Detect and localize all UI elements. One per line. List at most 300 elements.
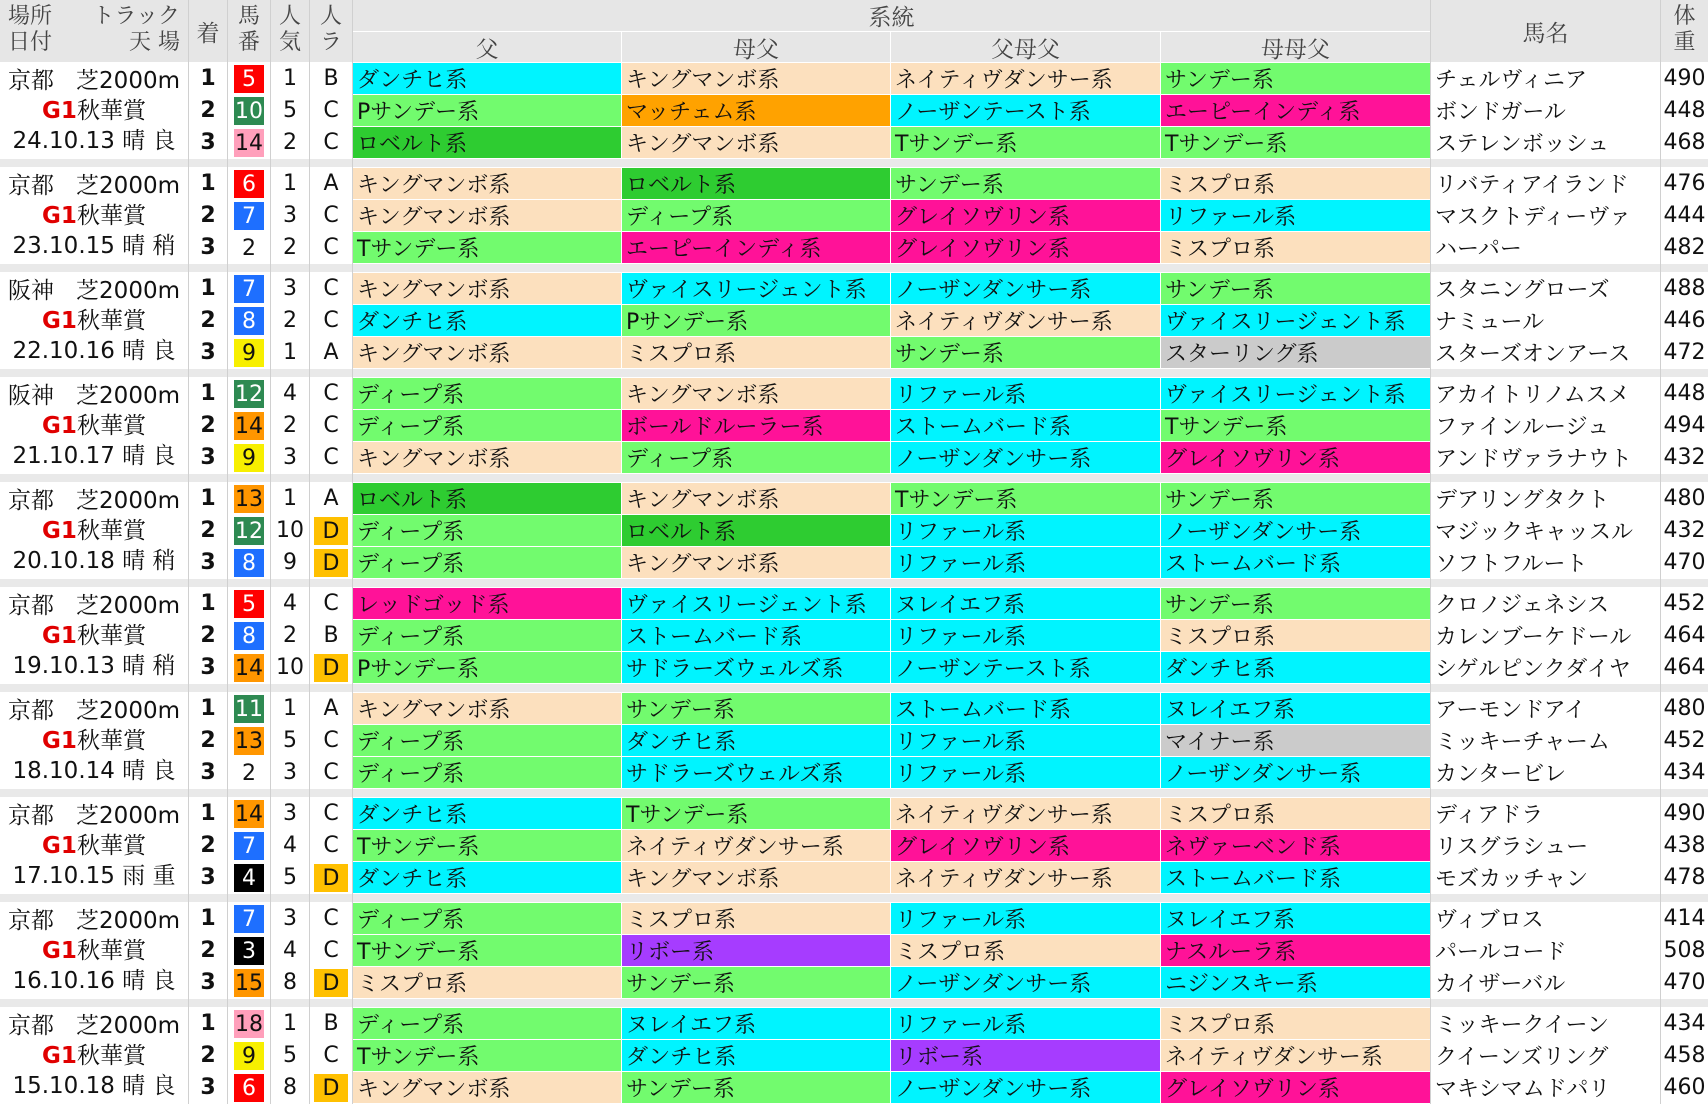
- horse-name: チェルヴィニア: [1435, 68, 1588, 93]
- ninki: 8: [283, 970, 297, 995]
- finish-rank: 3: [200, 235, 216, 260]
- sire-line: レッドゴッド系: [353, 588, 621, 619]
- ninki-rank: D: [314, 864, 348, 892]
- sire-line: ダンチヒ系: [353, 798, 621, 829]
- ninki: 2: [283, 413, 297, 438]
- race-grade: G1: [42, 728, 77, 754]
- horse-weight: 478: [1663, 865, 1706, 890]
- sire-dam-line: ノーザンダンサー系: [891, 1072, 1160, 1103]
- horse-name: アンドヴァラナウト: [1435, 447, 1632, 472]
- horse-name: カンタービレ: [1435, 762, 1567, 787]
- race-venue: 京都: [8, 593, 54, 619]
- horse-name: クロノジェネシス: [1435, 593, 1610, 618]
- ninki: 3: [283, 801, 297, 826]
- umaban-badge: 3: [234, 937, 264, 965]
- ninki: 5: [283, 728, 297, 753]
- umaban-badge: 2: [234, 234, 264, 262]
- finish-rank: 1: [200, 171, 216, 196]
- ninki: 3: [283, 760, 297, 785]
- umaban-badge: 8: [234, 307, 264, 335]
- race-venue-track: [8, 907, 180, 935]
- ninki: 2: [283, 130, 297, 155]
- race-name: 秋華賞: [76, 98, 146, 124]
- sire-line: ディープ系: [353, 547, 621, 578]
- sire-line: キングマンボ系: [353, 273, 621, 304]
- race-name: 秋華賞: [76, 833, 146, 859]
- finish-rank: 3: [200, 970, 216, 995]
- finish-rank: 3: [200, 865, 216, 890]
- horse-name: ミッキークイーン: [1435, 1013, 1610, 1038]
- damsire-line: Tサンデー系: [622, 798, 890, 829]
- finish-rank: 3: [200, 340, 216, 365]
- sire-dam-line: リファール系: [891, 725, 1160, 756]
- damsire-line: Pサンデー系: [622, 305, 890, 336]
- sire-line: キングマンボ系: [353, 200, 621, 231]
- damdam-line: Tサンデー系: [1161, 410, 1430, 441]
- race-separator: [0, 369, 1708, 377]
- damdam-line: ニジンスキー系: [1161, 967, 1430, 998]
- race-venue-track: [8, 487, 180, 515]
- finish-rank: 1: [200, 591, 216, 616]
- horse-weight: 508: [1663, 938, 1706, 963]
- ninki-rank: A: [323, 340, 339, 365]
- damdam-line: グレイソヴリン系: [1161, 442, 1430, 473]
- sire-dam-line: サンデー系: [891, 337, 1160, 368]
- damsire-line: キングマンボ系: [622, 63, 890, 94]
- race-info: [0, 1008, 188, 1104]
- ninki-rank: C: [323, 938, 339, 963]
- ninki-rank: C: [323, 235, 339, 260]
- horse-weight: 490: [1663, 801, 1706, 826]
- ninki-rank: C: [323, 203, 339, 228]
- damsire-line: ネイティヴダンサー系: [622, 830, 890, 861]
- race-date-line: [8, 967, 180, 995]
- race-grade: G1: [42, 1043, 77, 1069]
- damdam-line: エーピーインディ系: [1161, 95, 1430, 126]
- umaban-badge: 2: [234, 759, 264, 787]
- race-venue: 阪神: [8, 278, 54, 304]
- race-separator: [0, 684, 1708, 692]
- sire-line: ミスプロ系: [353, 967, 621, 998]
- horse-name: アカイトリノムスメ: [1435, 383, 1630, 408]
- ninki-rank: D: [314, 517, 348, 545]
- finish-rank: 2: [200, 308, 216, 333]
- race-venue-track: [8, 67, 180, 95]
- sire-dam-line: ネイティヴダンサー系: [891, 305, 1160, 336]
- umaban-badge: 7: [234, 202, 264, 230]
- ninki: 2: [283, 308, 297, 333]
- sire-dam-line: グレイソヴリン系: [891, 232, 1160, 263]
- ninki: 1: [283, 696, 297, 721]
- damdam-line: サンデー系: [1161, 273, 1430, 304]
- ninki-rank: C: [323, 801, 339, 826]
- damsire-line: ヌレイエフ系: [622, 1008, 890, 1039]
- race-weather: 晴: [122, 128, 146, 154]
- finish-rank: 3: [200, 760, 216, 785]
- race-name: 秋華賞: [76, 623, 146, 649]
- ninki-rank: C: [323, 130, 339, 155]
- sire-dam-line: ノーザンダンサー系: [891, 273, 1160, 304]
- horse-weight: 494: [1663, 413, 1706, 438]
- race-going: 良: [152, 968, 176, 994]
- race-venue: 京都: [8, 908, 54, 934]
- sire-line: Tサンデー系: [353, 1040, 621, 1071]
- ninki-rank: C: [323, 413, 339, 438]
- damsire-line: ミスプロ系: [622, 337, 890, 368]
- horse-weight: 434: [1663, 760, 1706, 785]
- damsire-line: サドラーズウェルズ系: [622, 652, 890, 683]
- sire-dam-line: Tサンデー系: [891, 127, 1160, 158]
- ninki-rank: B: [323, 1011, 339, 1036]
- race-name-line: [8, 1042, 180, 1070]
- horse-weight: 464: [1663, 623, 1706, 648]
- finish-rank: 1: [200, 276, 216, 301]
- race-info: [0, 168, 188, 264]
- umaban-badge: 12: [235, 381, 263, 407]
- ninki-rank: C: [323, 381, 339, 406]
- finish-rank: 2: [200, 203, 216, 228]
- damsire-line: キングマンボ系: [622, 483, 890, 514]
- sire-line: ダンチヒ系: [353, 63, 621, 94]
- damdam-line: ノーザンダンサー系: [1161, 515, 1430, 546]
- race-name: 秋華賞: [76, 413, 146, 439]
- race-date: 19.10.13: [12, 653, 115, 679]
- race-going: 良: [152, 1073, 176, 1099]
- column-divider: [309, 0, 310, 1104]
- race-weather: 晴: [122, 1073, 146, 1099]
- umaban-badge: 14: [235, 130, 263, 156]
- sire-line: ディープ系: [353, 515, 621, 546]
- race-track: 芝2000m: [76, 173, 180, 199]
- damdam-line: ダンチヒ系: [1161, 652, 1430, 683]
- race-name-line: [8, 517, 180, 545]
- damdam-line: ミスプロ系: [1161, 620, 1430, 651]
- race-name-line: [8, 937, 180, 965]
- race-info: [0, 378, 188, 474]
- ninki: 8: [283, 1075, 297, 1100]
- ninki: 3: [283, 445, 297, 470]
- finish-rank: 2: [200, 1043, 216, 1068]
- horse-weight: 490: [1663, 66, 1706, 91]
- race-grade: G1: [42, 518, 77, 544]
- finish-rank: 3: [200, 445, 216, 470]
- finish-rank: 2: [200, 728, 216, 753]
- ninki: 1: [283, 340, 297, 365]
- race-separator: [0, 159, 1708, 167]
- finish-rank: 1: [200, 381, 216, 406]
- finish-rank: 2: [200, 518, 216, 543]
- race-venue-track: [8, 592, 180, 620]
- race-venue-track: [8, 382, 180, 410]
- race-date-line: [8, 757, 180, 785]
- header-place: 場所: [8, 4, 53, 29]
- damdam-line: ヴァイスリージェント系: [1161, 378, 1430, 409]
- damsire-line: ストームバード系: [622, 620, 890, 651]
- ninki-rank: C: [323, 276, 339, 301]
- sire-dam-line: Tサンデー系: [891, 483, 1160, 514]
- sire-line: ディープ系: [353, 757, 621, 788]
- ninki: 4: [283, 833, 297, 858]
- race-date-line: [8, 1072, 180, 1100]
- damsire-line: ロベルト系: [622, 168, 890, 199]
- ninki-rank: C: [323, 591, 339, 616]
- sire-dam-line: リファール系: [891, 515, 1160, 546]
- umaban-badge: 14: [235, 413, 263, 439]
- horse-name: スタニングローズ: [1435, 278, 1610, 303]
- header-track: トラック: [92, 4, 180, 29]
- header-ninki: 人 気: [271, 0, 309, 62]
- umaban-badge: 11: [235, 696, 263, 722]
- damsire-line: ミスプロ系: [622, 903, 890, 934]
- ninki: 10: [276, 518, 304, 543]
- race-name-line: [8, 412, 180, 440]
- column-divider: [227, 0, 228, 1104]
- damsire-line: ロベルト系: [622, 515, 890, 546]
- race-weather: 晴: [122, 233, 146, 259]
- header-horse-name: 馬名: [1431, 0, 1660, 62]
- sire-dam-line: ノーザンダンサー系: [891, 967, 1160, 998]
- umaban-badge: 6: [234, 170, 264, 198]
- damsire-line: マッチェム系: [622, 95, 890, 126]
- horse-weight: 464: [1663, 655, 1706, 680]
- sire-line: キングマンボ系: [353, 168, 621, 199]
- umaban-badge: 4: [234, 864, 264, 892]
- horse-weight: 432: [1663, 518, 1706, 543]
- umaban-badge: 8: [234, 622, 264, 650]
- sire-line: Pサンデー系: [353, 652, 621, 683]
- column-divider: [352, 0, 353, 1104]
- damdam-line: ミスプロ系: [1161, 168, 1430, 199]
- umaban-badge: 10: [235, 98, 263, 124]
- ninki: 10: [276, 655, 304, 680]
- horse-name: ハーパー: [1435, 237, 1522, 262]
- race-name-line: [8, 307, 180, 335]
- finish-rank: 2: [200, 413, 216, 438]
- race-track: 芝2000m: [76, 278, 180, 304]
- race-going: 良: [152, 338, 176, 364]
- sire-line: キングマンボ系: [353, 337, 621, 368]
- race-venue: 京都: [8, 173, 54, 199]
- ninki: 9: [283, 550, 297, 575]
- ninki-rank: D: [314, 654, 348, 682]
- race-grade: G1: [42, 938, 77, 964]
- race-weather: 晴: [122, 338, 146, 364]
- umaban-badge: 13: [235, 728, 263, 754]
- ninki-rank: B: [323, 66, 339, 91]
- ninki-rank: B: [323, 623, 339, 648]
- race-date: 18.10.14: [12, 758, 115, 784]
- race-grade: G1: [42, 413, 77, 439]
- race-weather: 雨: [122, 863, 146, 889]
- damsire-line: キングマンボ系: [622, 127, 890, 158]
- sire-line: ディープ系: [353, 378, 621, 409]
- horse-weight: 448: [1663, 381, 1706, 406]
- ninki: 2: [283, 235, 297, 260]
- header-damdam: 母母父: [1161, 32, 1430, 62]
- race-date-line: [8, 652, 180, 680]
- damdam-line: サンデー系: [1161, 588, 1430, 619]
- sire-dam-line: リボー系: [891, 1040, 1160, 1071]
- damsire-line: ディープ系: [622, 442, 890, 473]
- race-separator: [0, 789, 1708, 797]
- umaban-badge: 5: [234, 590, 264, 618]
- finish-rank: 2: [200, 623, 216, 648]
- damsire-line: キングマンボ系: [622, 862, 890, 893]
- race-venue: 京都: [8, 698, 54, 724]
- ninki: 1: [283, 486, 297, 511]
- horse-weight: 470: [1663, 970, 1706, 995]
- race-separator: [0, 264, 1708, 272]
- race-track: 芝2000m: [76, 488, 180, 514]
- race-date-line: [8, 337, 180, 365]
- race-date-line: [8, 547, 180, 575]
- horse-name: マキシマムドパリ: [1435, 1077, 1611, 1102]
- damdam-line: Tサンデー系: [1161, 127, 1430, 158]
- sire-dam-line: リファール系: [891, 757, 1160, 788]
- finish-rank: 3: [200, 550, 216, 575]
- race-date: 23.10.15: [12, 233, 115, 259]
- sire-dam-line: ノーザンダンサー系: [891, 442, 1160, 473]
- sire-dam-line: グレイソヴリン系: [891, 830, 1160, 861]
- sire-line: Pサンデー系: [353, 95, 621, 126]
- horse-weight: 446: [1663, 308, 1706, 333]
- damsire-line: リボー系: [622, 935, 890, 966]
- finish-rank: 1: [200, 1011, 216, 1036]
- sire-line: ロベルト系: [353, 127, 621, 158]
- ninki-rank: C: [323, 308, 339, 333]
- damdam-line: ネイティヴダンサー系: [1161, 1040, 1430, 1071]
- damsire-line: ヴァイスリージェント系: [622, 273, 890, 304]
- horse-weight: 488: [1663, 276, 1706, 301]
- race-venue-track: [8, 277, 180, 305]
- race-date-line: [8, 127, 180, 155]
- race-name: 秋華賞: [76, 518, 146, 544]
- header-rank-ab: 人 ラ: [310, 0, 352, 62]
- sire-line: ディープ系: [353, 725, 621, 756]
- finish-rank: 1: [200, 696, 216, 721]
- race-separator: [0, 999, 1708, 1007]
- umaban-badge: 7: [234, 832, 264, 860]
- race-going: 良: [152, 443, 176, 469]
- race-date-line: [8, 442, 180, 470]
- ninki: 4: [283, 591, 297, 616]
- ninki: 3: [283, 276, 297, 301]
- race-venue-track: [8, 697, 180, 725]
- horse-weight: 480: [1663, 486, 1706, 511]
- sire-dam-line: ストームバード系: [891, 693, 1160, 724]
- header-place-track: [0, 0, 188, 62]
- umaban-badge: 7: [234, 905, 264, 933]
- race-weather: 晴: [122, 443, 146, 469]
- header-damsire: 母父: [622, 32, 890, 62]
- horse-name: シゲルピンクダイヤ: [1435, 657, 1631, 682]
- header-rank: 着: [189, 0, 227, 62]
- finish-rank: 1: [200, 66, 216, 91]
- race-name-line: [8, 832, 180, 860]
- race-separator: [0, 894, 1708, 902]
- ninki: 2: [283, 623, 297, 648]
- ninki-rank: A: [323, 486, 339, 511]
- race-weather: 晴: [122, 548, 146, 574]
- sire-line: ディープ系: [353, 1008, 621, 1039]
- race-venue-track: [8, 802, 180, 830]
- race-grade: G1: [42, 833, 77, 859]
- race-date: 16.10.16: [12, 968, 115, 994]
- horse-name: ディアドラ: [1435, 803, 1544, 828]
- damsire-line: サドラーズウェルズ系: [622, 757, 890, 788]
- ninki-rank: C: [323, 98, 339, 123]
- horse-weight: 472: [1663, 340, 1706, 365]
- horse-weight: 482: [1663, 235, 1706, 260]
- finish-rank: 1: [200, 906, 216, 931]
- sire-line: キングマンボ系: [353, 442, 621, 473]
- horse-name: ステレンボッシュ: [1435, 132, 1610, 157]
- ninki-rank: C: [323, 445, 339, 470]
- damdam-line: ネヴァーベンド系: [1161, 830, 1430, 861]
- header-lineage: 系統: [353, 0, 1430, 31]
- sire-dam-line: サンデー系: [891, 168, 1160, 199]
- ninki: 1: [283, 1011, 297, 1036]
- race-date-line: [8, 862, 180, 890]
- sire-line: ディープ系: [353, 903, 621, 934]
- damsire-line: キングマンボ系: [622, 378, 890, 409]
- damdam-line: リファール系: [1161, 200, 1430, 231]
- finish-rank: 3: [200, 655, 216, 680]
- race-weather: 晴: [122, 758, 146, 784]
- race-info: [0, 273, 188, 369]
- damsire-line: ダンチヒ系: [622, 1040, 890, 1071]
- horse-name: カイザーバル: [1435, 972, 1566, 997]
- header-sire: 父: [353, 32, 621, 62]
- race-going: 良: [152, 128, 176, 154]
- damsire-line: サンデー系: [622, 693, 890, 724]
- damdam-line: ストームバード系: [1161, 862, 1430, 893]
- race-name-line: [8, 727, 180, 755]
- race-date: 22.10.16: [12, 338, 115, 364]
- horse-name: モズカッチャン: [1435, 867, 1589, 892]
- horse-name: リスグラシュー: [1435, 835, 1589, 860]
- horse-name: クイーンズリング: [1435, 1045, 1609, 1070]
- header-umaban: 馬 番: [228, 0, 270, 62]
- race-date: 24.10.13: [12, 128, 115, 154]
- header-sire-dam: 父母父: [891, 32, 1160, 62]
- horse-weight: 470: [1663, 550, 1706, 575]
- umaban-badge: 9: [234, 1042, 264, 1070]
- ninki: 1: [283, 66, 297, 91]
- ninki: 5: [283, 98, 297, 123]
- horse-name: ヴィブロス: [1435, 908, 1544, 933]
- race-info: [0, 63, 188, 159]
- horse-weight: 444: [1663, 203, 1706, 228]
- race-venue-track: [8, 172, 180, 200]
- damdam-line: ナスルーラ系: [1161, 935, 1430, 966]
- header-weather-going: 天 場: [129, 30, 180, 55]
- race-separator: [0, 579, 1708, 587]
- horse-name: ミッキーチャーム: [1435, 730, 1610, 755]
- horse-weight: 432: [1663, 445, 1706, 470]
- race-info: [0, 693, 188, 789]
- sire-dam-line: ミスプロ系: [891, 935, 1160, 966]
- race-grade: G1: [42, 203, 77, 229]
- sire-line: Tサンデー系: [353, 935, 621, 966]
- horse-name: ファインルージュ: [1435, 415, 1610, 440]
- horse-name: アーモンドアイ: [1435, 698, 1586, 723]
- horse-name: リバティアイランド: [1435, 173, 1629, 198]
- finish-rank: 3: [200, 1075, 216, 1100]
- sire-line: ダンチヒ系: [353, 862, 621, 893]
- sire-dam-line: リファール系: [891, 378, 1160, 409]
- umaban-badge: 5: [234, 65, 264, 93]
